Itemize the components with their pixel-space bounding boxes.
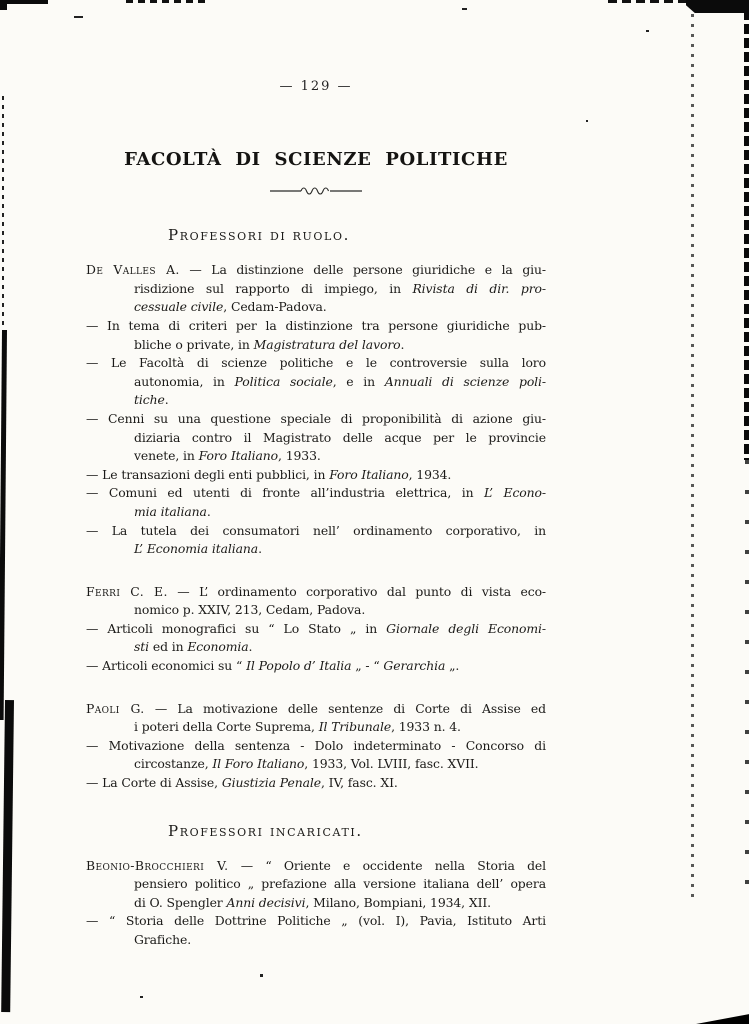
bibliography-entry [86, 737, 546, 774]
bibliography-entry [86, 700, 546, 737]
scan-artifact-right-bar [744, 10, 749, 460]
journal-title: Il Popolo d’ Italia [246, 658, 352, 674]
decorative-divider [86, 183, 546, 193]
text-line [134, 280, 546, 299]
author-group [86, 261, 546, 559]
scan-artifact-left-dotted-line [2, 96, 4, 346]
bibliography-entry [86, 522, 546, 559]
entry-text: — La distinzione delle persone giuridiche e la giu- [179, 262, 546, 278]
entry-text: „ - “ [351, 658, 384, 674]
scan-speck [586, 120, 588, 122]
entry-text: — Articoli economici su “ [86, 658, 247, 674]
text-line [86, 620, 546, 639]
text-line [86, 410, 546, 429]
entry-text: . [248, 639, 253, 655]
scan-artifact-left-gutter-line [0, 330, 7, 720]
entry-text: , e in [332, 373, 385, 389]
scan-speck [140, 996, 143, 998]
bibliography [86, 225, 546, 949]
journal-title: mia italiana [134, 503, 207, 519]
scan-artifact-top-right-block [686, 0, 749, 13]
text-line [134, 540, 546, 559]
bibliography-entry [86, 657, 546, 676]
entry-text: i poteri della Corte Suprema, [134, 719, 319, 735]
entry-text: diziaria contro il Magistrato delle acque per le provincie [134, 429, 546, 445]
text-line [86, 317, 546, 336]
author-name: Paoli G. [86, 700, 145, 716]
section-heading: Professori incaricati. [168, 821, 363, 840]
bibliography-entry [86, 484, 546, 521]
text-line [134, 638, 546, 657]
page-title: FACOLTÀ DI SCIENZE POLITICHE [124, 148, 508, 170]
bibliography-entry [86, 774, 546, 793]
text-line [86, 700, 546, 719]
bibliography-entry [86, 583, 546, 620]
faculty-section [86, 821, 546, 950]
entry-text: , IV, fasc. XI. [320, 775, 398, 791]
entry-text: — Le Facoltà di scienze politiche e le controversie sulla loro [86, 355, 546, 371]
bibliography-entry [86, 912, 546, 949]
scan-artifact-right-dotted-line [691, 14, 694, 904]
text-line [86, 354, 546, 373]
entry-text: bliche o private, in [134, 336, 254, 352]
journal-title: sti [134, 639, 150, 655]
author-name: Beonio-Brocchieri V. [86, 857, 229, 873]
journal-title: Il Foro Italiano [212, 756, 305, 772]
entry-text: — Cenni su una questione speciale di proponibilità di azione giu- [86, 410, 546, 426]
entry-text: , 1933. [278, 448, 321, 464]
bibliography-entry [86, 857, 546, 913]
section-heading: Professori di ruolo. [168, 226, 350, 245]
bibliography-entry [86, 620, 546, 657]
author-name: Ferri C. E. [86, 583, 168, 599]
entry-text: circostanze, [134, 756, 213, 772]
entry-text: — La motivazione delle sentenze di Corte di Assise ed [144, 700, 546, 716]
text-line [86, 774, 546, 793]
entry-text: di O. Spengler [134, 894, 227, 910]
journal-title: Il Tribunale [318, 719, 392, 735]
text-line [134, 503, 546, 522]
entry-text: „. [445, 658, 460, 674]
bibliography-entry [86, 410, 546, 466]
entry-text: — Articoli monografici su “ Lo Stato „ in [86, 620, 387, 636]
text-line [86, 522, 546, 541]
text-line [134, 373, 546, 392]
entry-text: — Comuni ed utenti di fronte all’industria elettrica, in [86, 485, 484, 501]
text-line [86, 912, 546, 931]
entry-text: . [164, 392, 169, 408]
text-line [86, 657, 546, 676]
text-line [86, 261, 546, 280]
journal-title: Anni decisivi [226, 894, 306, 910]
entry-text: ed in [149, 639, 188, 655]
entry-text: — In tema di criteri per la distinzione tra persone giuridiche pub- [86, 317, 546, 333]
text-line [134, 447, 546, 466]
entry-text: , 1933, Vol. LVIII, fasc. XVII. [304, 756, 479, 772]
entry-text: — Le transazioni degli enti pubblici, in [86, 466, 330, 482]
text-line [86, 583, 546, 602]
text-line [134, 755, 546, 774]
squiggle-divider-icon [270, 186, 362, 196]
text-line [134, 894, 546, 913]
entry-text: — Motivazione della sentenza - Dolo indeterminato - Concorso di [86, 737, 546, 753]
entry-text: venete, in [134, 448, 199, 464]
scan-speck [646, 30, 649, 32]
journal-title: Rivista di dir. pro- [412, 280, 546, 296]
text-line [134, 875, 546, 894]
scan-artifact-bottom-right-wedge [696, 1013, 749, 1024]
text-line [86, 857, 546, 876]
journal-title: Gerarchia [383, 658, 446, 674]
scan-artifact-left-gutter-line-lower [1, 700, 14, 1012]
text-line [86, 484, 546, 503]
bibliography-entry [86, 261, 546, 317]
journal-title: cessuale civile [134, 299, 224, 315]
entry-text: — La tutela dei consumatori nell’ ordinamento corporativo, in [86, 522, 546, 538]
entry-text: — “ Oriente e occidente nella Storia del [228, 857, 546, 873]
journal-title: L’ Econo- [484, 485, 546, 501]
entry-text: , Cedam-Padova. [223, 299, 327, 315]
bibliography-entry [86, 317, 546, 354]
entry-text: . [258, 541, 262, 557]
text-line [134, 391, 546, 410]
scan-speck [74, 16, 83, 18]
author-group [86, 700, 546, 793]
entry-text: , Milano, Bompiani, 1934, XII. [305, 894, 492, 910]
journal-title: L’ Economia italiana [134, 541, 259, 557]
journal-title: Politica sociale [234, 373, 333, 389]
bibliography-entry [86, 354, 546, 410]
scan-artifact-right-bar-lower [745, 460, 749, 890]
journal-title: Annuali di scienze poli- [384, 373, 546, 389]
page-number: — 129 — [279, 79, 353, 94]
text-line [134, 429, 546, 448]
text-line [134, 298, 546, 317]
journal-title: Economia [187, 639, 249, 655]
bibliography-entry [86, 466, 546, 485]
text-line [134, 601, 546, 620]
text-line [134, 931, 546, 950]
text-line [86, 737, 546, 756]
entry-text: , 1933 n. 4. [391, 719, 461, 735]
entry-text: nomico p. XXIV, 213, Cedam, Padova. [134, 602, 366, 618]
entry-text: risdizione sul rapporto di impiego, in [134, 280, 413, 296]
journal-title: Giornale degli Economi- [386, 620, 546, 636]
scan-speck [260, 974, 263, 977]
entry-text: . [206, 503, 211, 519]
entry-text: , 1934. [408, 466, 452, 482]
scan-artifact-top-left-notch [0, 0, 7, 10]
journal-title: Magistratura del lavoro [253, 336, 401, 352]
scan-artifact-top-right-tail [608, 0, 688, 3]
scan-artifact-top-left-strip [0, 0, 48, 4]
page-content [86, 0, 546, 950]
entry-text: pensiero politico „ prefazione alla versione italiana dell’ opera [134, 876, 546, 892]
entry-text: Grafiche. [134, 932, 192, 947]
journal-title: Foro Italiano [198, 448, 279, 464]
journal-title: Giustizia Penale [221, 775, 321, 791]
journal-title: Foro Italiano [329, 466, 409, 482]
entry-text: autonomia, in [134, 373, 235, 389]
entry-text: — “ Storia delle Dottrine Politiche „ (vol. I), Pavia, Istituto Arti [86, 913, 546, 929]
text-line [86, 466, 546, 485]
journal-title: tiche [134, 392, 165, 408]
author-name: De Valles A. [86, 262, 180, 278]
text-line [134, 336, 546, 355]
author-group [86, 583, 546, 676]
text-line [134, 718, 546, 737]
author-group [86, 857, 546, 950]
entry-text: — L’ ordinamento corporativo dal punto di vista eco- [167, 583, 547, 599]
faculty-section [86, 225, 546, 792]
entry-text: . [400, 336, 405, 352]
entry-text: — La Corte di Assise, [86, 775, 222, 791]
